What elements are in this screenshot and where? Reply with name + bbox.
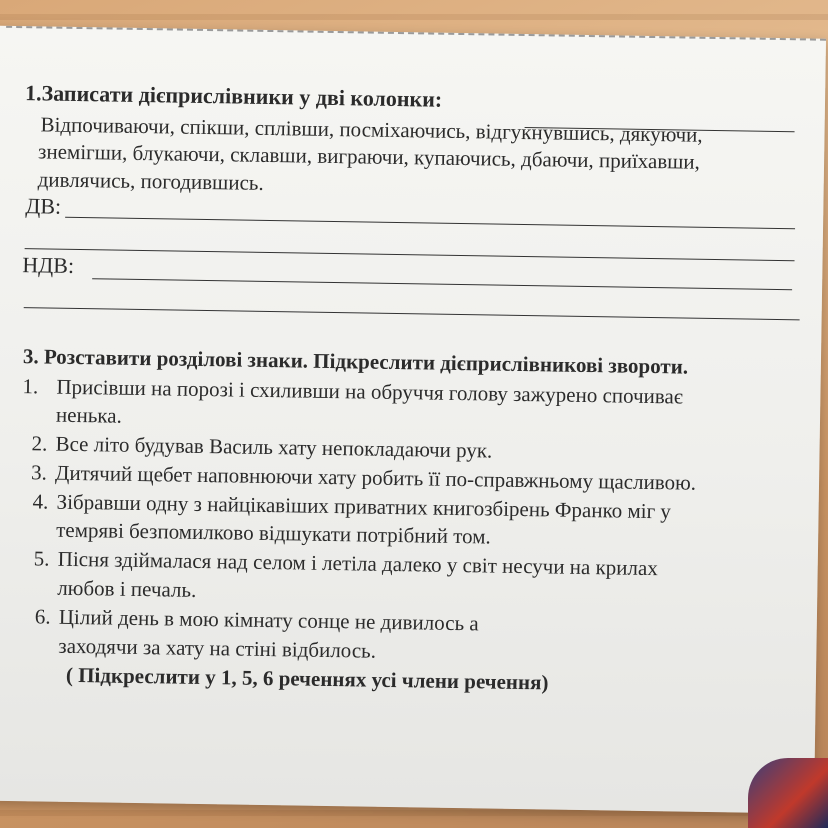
task3-item-3-line-1: Дитячий щебет наповнюючи хату робить її по-справжньому щасливою. bbox=[54, 460, 697, 495]
ndv-answer-line bbox=[92, 278, 792, 290]
dv-answer-line bbox=[65, 217, 795, 229]
dv-answer-line-2 bbox=[25, 248, 795, 261]
task3-item-4-line-2: темряві безпомилково відшукати потрібний том. bbox=[56, 517, 491, 549]
task3-item-5-line-2: любов і печаль. bbox=[57, 575, 197, 602]
worksheet-card bbox=[0, 25, 826, 813]
task1-words-line-3: дивлячись, погодившись. bbox=[37, 167, 264, 195]
task3-item-5-line-1: Пісня здіймалася над селом і летіла далеко у світ несучи на крилах bbox=[57, 546, 659, 581]
task3-item-2-line-1: Все літо будував Василь хату непокладаючи рук. bbox=[55, 431, 493, 463]
task1-words-line-2: знемігши, блукаючи, склавши, виграючи, купаючись, дбаючи, приїхавши, bbox=[37, 139, 701, 174]
task3-item-5-number: 5. bbox=[33, 546, 50, 571]
task3-item-6-line-1: Цілий день в мою кімнату сонце не дивилось а bbox=[58, 604, 479, 636]
task3-note: ( Підкреслити у 1, 5, 6 реченнях усі члени речення) bbox=[65, 662, 549, 695]
ndv-answer-line-2 bbox=[24, 307, 800, 320]
task3-title: 3. Розставити розділові знаки. Підкреслити дієприслівникові звороти. bbox=[22, 344, 689, 379]
sneaker-corner bbox=[748, 758, 828, 828]
task3-item-4-number: 4. bbox=[32, 489, 49, 514]
task1-words-line-1: Відпочиваючи, спікши, сплівши, посміхаючись, відгукнувшись, дякуючи, bbox=[40, 112, 703, 147]
dv-label: ДВ: bbox=[25, 193, 62, 219]
task3-item-6-line-2: заходячи за хату на стіні відбилось. bbox=[58, 633, 377, 663]
task3-item-1-line-1: Присівши на порозі і схиливши на обруччя голову зажурено спочиває bbox=[56, 374, 684, 409]
task3-item-2-number: 2. bbox=[31, 431, 48, 456]
task3-item-3-number: 3. bbox=[30, 460, 48, 485]
task1-title: 1.Записати дієприслівники у дві колонки: bbox=[24, 80, 443, 112]
task3-item-1-line-2: ненька. bbox=[55, 402, 123, 428]
task3-item-1-number: 1. bbox=[22, 374, 39, 399]
task3-item-6-number: 6. bbox=[34, 604, 51, 629]
ndv-label: НДВ: bbox=[22, 252, 75, 278]
task3-item-4-line-1: Зібравши одну з найцікавіших приватних книгозбірень Франко міг у bbox=[56, 489, 672, 524]
